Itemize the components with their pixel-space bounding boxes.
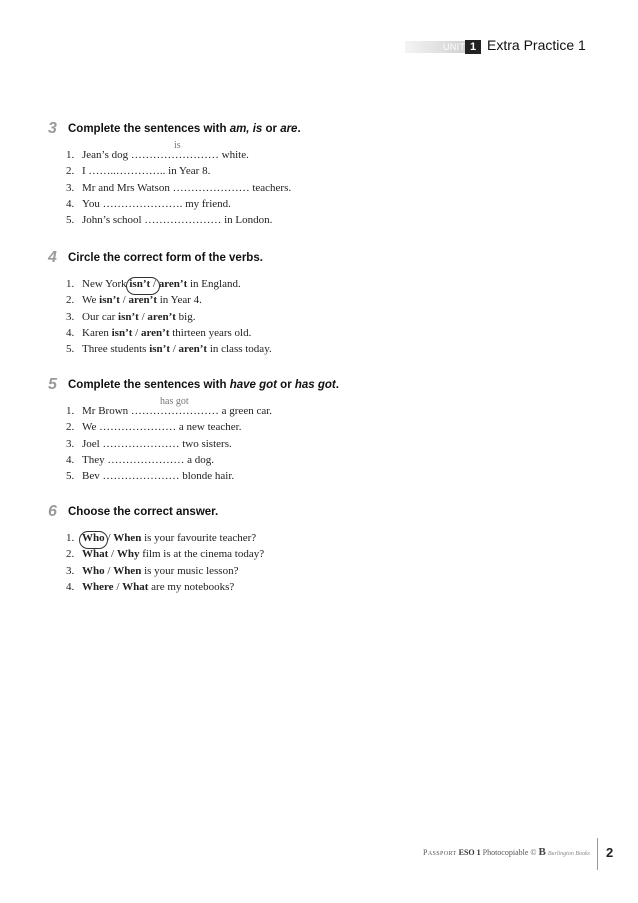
- page-title: Extra Practice 1: [487, 37, 586, 53]
- list-item: 4. They ………………… a dog.: [66, 453, 214, 466]
- example-answer: has got: [160, 396, 189, 407]
- list-item: 4. Where / What are my notebooks?: [66, 580, 235, 593]
- list-item: 1. New York isn’t / aren’t in England.: [48, 276, 568, 292]
- sentence: Joel ………………… two sisters.: [82, 437, 232, 450]
- option-second[interactable]: When: [113, 532, 142, 544]
- option-arent[interactable]: aren’t: [147, 310, 176, 323]
- option-first[interactable]: What: [82, 548, 109, 561]
- sentence: What / Why film is at the cinema today?: [82, 548, 265, 561]
- exercise-heading: [48, 503, 568, 524]
- sentence: Three students isn’t / aren’t in class today.: [82, 343, 272, 356]
- item-list: [48, 396, 568, 484]
- list-item: 1. Mr Brown …………………… a green car. has got: [66, 396, 273, 417]
- list-item: 5. John’s school ………………… in London.: [66, 214, 273, 227]
- sentence: Bev ………………… blonde hair.: [82, 470, 235, 483]
- brand-name: Passport: [422, 848, 457, 857]
- option-isnt[interactable]: isn’t: [99, 294, 120, 307]
- option-isnt[interactable]: isn’t: [111, 326, 133, 339]
- list-item: 5. Bev ………………… blonde hair.: [66, 470, 235, 483]
- exercise-heading: [48, 249, 568, 270]
- option-first[interactable]: Who: [82, 564, 105, 577]
- sentence: Our car isn’t / aren’t big.: [82, 310, 196, 323]
- exercise-number: 6: [48, 503, 57, 520]
- exercise-instruction: Circle the correct form of the verbs.: [68, 252, 263, 264]
- page-footer: [412, 846, 590, 858]
- list-item: 2. We isn’t / aren’t in Year 4.: [66, 294, 202, 307]
- option-arent[interactable]: aren’t: [158, 278, 188, 290]
- exercise-heading: [48, 376, 568, 397]
- exercise-4: [48, 249, 568, 357]
- sentence: We ………………… a new teacher.: [82, 421, 242, 434]
- exercise-number: 5: [48, 376, 57, 393]
- exercise-3: [48, 120, 568, 228]
- photocopiable-label: Photocopiable: [482, 848, 529, 857]
- exercise-instruction: Complete the sentences with am, is or are.: [68, 123, 301, 135]
- list-item: 5. Three students isn’t / aren’t in class today.: [66, 343, 272, 356]
- page-number: 2: [606, 845, 614, 860]
- exercise-number: 3: [48, 120, 57, 137]
- sentence: You …………………. my friend.: [82, 197, 231, 210]
- list-item: 1. Who / When is your favourite teacher?: [48, 530, 568, 546]
- sentence: Mr Brown …………………… a green car.: [82, 405, 273, 417]
- page-header: [405, 36, 613, 56]
- publisher-name: Burlington Books: [547, 851, 590, 857]
- list-item: 2. We ………………… a new teacher.: [66, 421, 242, 434]
- example-answer: is: [174, 140, 181, 151]
- list-item: 1. Jean’s dog …………………… white. is: [66, 140, 249, 161]
- exercise-number: 4: [48, 249, 57, 266]
- sentence: They ………………… a dog.: [82, 453, 214, 466]
- unit-number: 1: [465, 40, 481, 54]
- option-arent[interactable]: aren’t: [140, 326, 170, 339]
- item-list: [48, 140, 568, 228]
- copyright-symbol: ©: [530, 848, 537, 857]
- sentence: John’s school ………………… in London.: [82, 214, 273, 227]
- sentence: I ……..………….. in Year 8.: [82, 165, 211, 178]
- sentence: Mr and Mrs Watson ………………… teachers.: [82, 181, 292, 194]
- option-arent[interactable]: aren’t: [178, 343, 208, 356]
- list-item: 3. Who / When is your music lesson?: [66, 564, 239, 577]
- option-isnt[interactable]: isn’t: [118, 310, 139, 323]
- list-item: 4. You …………………. my friend.: [66, 197, 231, 210]
- sentence: Where / What are my notebooks?: [82, 580, 235, 593]
- option-second[interactable]: Why: [116, 548, 140, 561]
- sentence: New York isn’t / aren’t in England.: [82, 276, 241, 292]
- list-item: 3. Joel ………………… two sisters.: [66, 437, 232, 450]
- option-second[interactable]: What: [122, 580, 149, 593]
- option-arent[interactable]: aren’t: [128, 294, 157, 307]
- list-item: 3. Our car isn’t / aren’t big.: [66, 310, 196, 323]
- sentence: Karen isn’t / aren’t thirteen years old.: [82, 326, 252, 339]
- list-item: 4. Karen isn’t / aren’t thirteen years old.: [66, 326, 252, 339]
- sentence: Jean’s dog …………………… white.: [82, 149, 249, 161]
- publisher-logo-icon: B: [538, 846, 546, 858]
- exercise-5: [48, 376, 568, 484]
- exercise-6: [48, 503, 568, 595]
- option-first[interactable]: Where: [82, 580, 114, 593]
- list-item: 2. What / Why film is at the cinema today?: [66, 548, 265, 561]
- footer-divider: [597, 838, 598, 870]
- list-item: 2. I ……..………….. in Year 8.: [66, 165, 211, 178]
- sentence: We isn’t / aren’t in Year 4.: [82, 294, 202, 307]
- item-list: [48, 530, 568, 595]
- option-first[interactable]: Who: [82, 532, 105, 544]
- sentence: Who / When is your music lesson?: [82, 564, 239, 577]
- unit-label: UNIT: [443, 42, 466, 52]
- option-isnt[interactable]: isn’t: [129, 278, 150, 290]
- exercise-instruction: Choose the correct answer.: [68, 506, 219, 518]
- sentence: Who / When is your favourite teacher?: [82, 530, 256, 546]
- exercise-instruction: Complete the sentences with have got or has got.: [68, 379, 339, 391]
- item-list: [48, 276, 568, 357]
- level-label: ESO 1: [458, 848, 481, 857]
- option-isnt[interactable]: isn’t: [149, 343, 170, 356]
- option-second[interactable]: When: [113, 564, 142, 577]
- list-item: 3. Mr and Mrs Watson ………………… teachers.: [66, 181, 292, 194]
- exercise-heading: [48, 120, 568, 141]
